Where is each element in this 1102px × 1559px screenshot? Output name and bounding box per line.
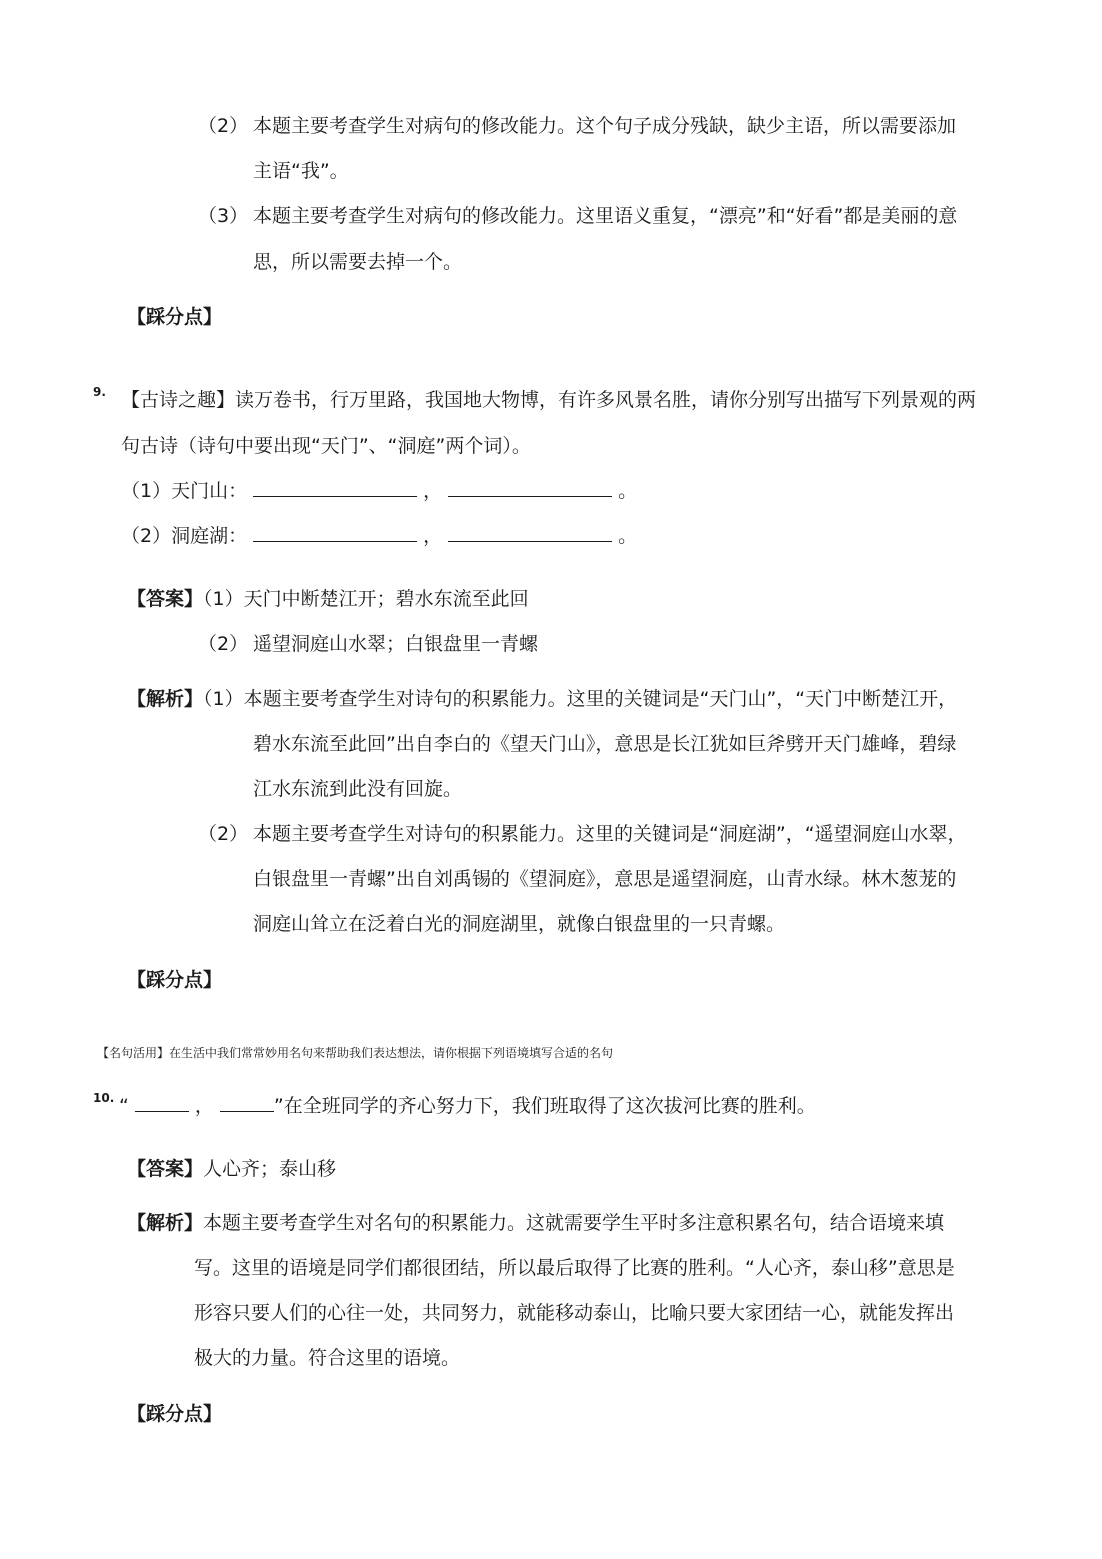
q10-analysis-text: 本题主要考查学生对名句的积累能力。这就需要学生平时多注意积累名句，结合语境来填	[203, 1212, 945, 1234]
q10-analysis-line2: 写。这里的语境是同学们都很团结，所以最后取得了比赛的胜利。“人心齐，泰山移”意思是	[194, 1257, 955, 1279]
q10-stem-sep: ，	[194, 1095, 214, 1117]
q9-analysis2-line3: 洞庭山耸立在泛着白光的洞庭湖里，就像白银盘里的一只青螺。	[253, 913, 786, 935]
q9-sub2-end: 。	[618, 525, 638, 547]
q10-stem	[119, 1093, 816, 1119]
q10-blank-b[interactable]	[220, 1110, 274, 1112]
q10-analysis-label: 【解析】	[127, 1212, 204, 1234]
q9-stem-line2: 句古诗（诗句中要出现“天门”、“洞庭”两个词）。	[121, 435, 531, 457]
q9-sub1-blank-a[interactable]	[253, 495, 417, 497]
q10-analysis-line3: 形容只要人们的心往一处，共同努力，就能移动泰山，比喻只要大家团结一心，就能发挥出	[194, 1302, 955, 1324]
q9-answer	[127, 586, 529, 612]
q8-part3-num: （3）	[198, 205, 249, 227]
q9-sub1	[121, 478, 637, 504]
q9-sub1-end: 。	[618, 480, 638, 502]
q8-part2-line1: 本题主要考查学生对病句的修改能力。这个句子成分残缺，缺少主语，所以需要添加	[253, 115, 957, 137]
q10-blank-a[interactable]	[135, 1110, 189, 1112]
q9-score-label: 【踩分点】	[127, 969, 223, 991]
q9-stem-line1: 【古诗之趣】读万卷书，行万里路，我国地大物博，有许多风景名胜，请你分别写出描写下列景观的两	[121, 389, 977, 411]
q10-answer-label: 【答案】	[127, 1158, 204, 1180]
q9-answer-label: 【答案】	[127, 588, 204, 610]
q9-analysis1-text: （1）本题主要考查学生对诗句的积累能力。这里的关键词是“天门山”，“天门中断楚江开，	[203, 688, 958, 710]
q9-sub2-blank-a[interactable]	[253, 540, 417, 542]
q8-part3-line2: 思，所以需要去掉一个。	[253, 251, 463, 273]
q9-sub2-blank-b[interactable]	[448, 540, 612, 542]
q9-sub2-num: （2）	[121, 525, 172, 547]
q8-part3-line1: 本题主要考查学生对病句的修改能力。这里语义重复，“漂亮”和“好看”都是美丽的意	[253, 205, 958, 227]
q9-analysis2-line1: 本题主要考查学生对诗句的积累能力。这里的关键词是“洞庭湖”，“遥望洞庭山水翠，	[253, 823, 967, 845]
q10-answer-text: 人心齐；泰山移	[203, 1158, 337, 1180]
q9-analysis-label: 【解析】	[127, 688, 204, 710]
q10-analysis-line1	[127, 1210, 944, 1236]
q8-part2-line2: 主语“我”。	[253, 160, 349, 182]
q10-analysis-line4: 极大的力量。符合这里的语境。	[194, 1347, 461, 1369]
q9-number: 9.	[93, 385, 106, 399]
q10-number: 10.	[93, 1091, 115, 1105]
q9-analysis2-num: （2）	[198, 823, 249, 845]
q9-sub1-blank-b[interactable]	[448, 495, 612, 497]
q9-answer1: （1）天门中断楚江开；碧水东流至此回	[203, 588, 529, 610]
q9-sub2-sep: ，	[423, 525, 443, 547]
q10-intro: 【名句活用】在生活中我们常常妙用名句来帮助我们表达想法，请你根据下列语境填写合适的名句	[97, 1046, 614, 1060]
q10-stem-rest: ”在全班同学的齐心努力下，我们班取得了这次拔河比赛的胜利。	[273, 1095, 816, 1117]
q10-stem-open: “	[119, 1095, 129, 1117]
q9-answer2: 遥望洞庭山水翠；白银盘里一青螺	[253, 633, 539, 655]
q9-analysis1-line2: 碧水东流至此回”出自李白的《望天门山》，意思是长江犹如巨斧劈开天门雄峰，碧绿	[253, 733, 957, 755]
q10-score-label: 【踩分点】	[127, 1403, 223, 1425]
q9-sub2	[121, 523, 637, 549]
q9-sub1-label: 天门山：	[171, 480, 248, 502]
q9-answer2-num: （2）	[198, 633, 249, 655]
q9-analysis1-line1	[127, 686, 957, 712]
q8-score-label: 【踩分点】	[127, 306, 223, 328]
q9-sub1-num: （1）	[121, 480, 172, 502]
q8-part2-num: （2）	[198, 115, 249, 137]
q10-answer	[127, 1156, 336, 1182]
q9-analysis2-line2: 白银盘里一青螺”出自刘禹锡的《望洞庭》，意思是遥望洞庭，山青水绿。林木葱茏的	[253, 868, 957, 890]
q9-analysis1-line3: 江水东流到此没有回旋。	[253, 778, 463, 800]
q9-sub1-sep: ，	[423, 480, 443, 502]
q9-sub2-label: 洞庭湖：	[171, 525, 248, 547]
